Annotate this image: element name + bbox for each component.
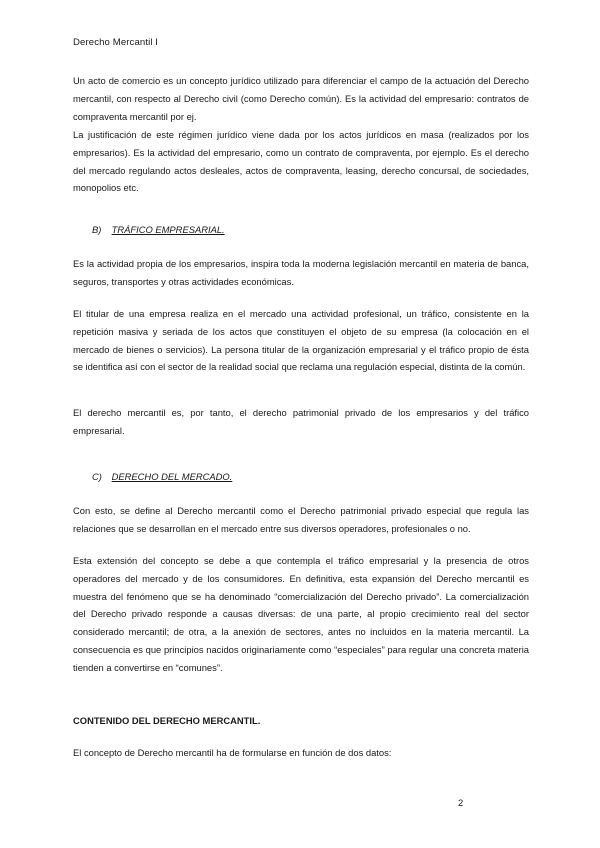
section-b-paragraph-2: El titular de una empresa realiza en el mercado una actividad profesional, un tráfico, consistente en la repetición masiva y seriada de los actos que constituyen el objeto de su empresa (la colocación en el mercado de bienes o servicios). La persona titular de la organización empresarial y el tráfico propio de ésta se identifica así con el sector de la realidad social que reclama una regulación especial, distinta de la común. bbox=[73, 308, 529, 373]
section-b-paragraph-1: Es la actividad propia de los empresarios, inspira toda la moderna legislación mercantil en materia de banca, seguros, transportes y otras actividades económicas. bbox=[73, 258, 529, 287]
section-c-title: DERECHO DEL MERCADO. bbox=[111, 471, 233, 482]
intro-paragraph-2: La justificación de este régimen jurídico viene dada por los actos jurídicos en masa (realizados por los empresarios). Es la actividad del empresario, como un contrato de compraventa, por ejemplo. Es el derecho del mercado regulando actos desleales, actos de compraventa, leasing, derecho concursal, de sociedades, monopolios etc. bbox=[73, 129, 529, 194]
page-number: 2 bbox=[458, 797, 464, 808]
section-c-paragraph-1: Con esto, se define al Derecho mercantil como el Derecho patrimonial privado especial que regula las relaciones que se desarrollan en el mercado entre sus diversos operadores, profesionales o no. bbox=[73, 505, 529, 534]
intro-paragraph-1: Un acto de comercio es un concepto jurídico utilizado para diferenciar el campo de la actuación del Derecho mercantil, con respecto al Derecho civil (como Derecho común). Es la actividad del empresario: contratos de compraventa mercantil por ej. bbox=[73, 75, 529, 122]
section-b-paragraph-3: El derecho mercantil es, por tanto, el derecho patrimonial privado de los empresarios y del tráfico empresarial. bbox=[73, 407, 529, 436]
section-b-title: TRÁFICO EMPRESARIAL. bbox=[111, 224, 225, 235]
contenido-paragraph-1: El concepto de Derecho mercantil ha de formularse en función de dos datos: bbox=[73, 747, 392, 758]
section-c-letter: C) bbox=[92, 471, 102, 482]
contenido-heading: CONTENIDO DEL DERECHO MERCANTIL. bbox=[73, 715, 261, 726]
section-c-heading bbox=[92, 471, 232, 482]
section-b-letter: B) bbox=[92, 224, 102, 235]
running-header: Derecho Mercantil I bbox=[73, 37, 159, 48]
section-c-paragraph-2: Esta extensión del concepto se debe a que contempla el tráfico empresarial y la presencia de otros operadores del mercado y de los consumidores. En definitiva, esta expansión del Derecho mercantil es muestra del fenómeno que se ha denominado “comercialización del Derecho privado”. La comercialización del Derecho privado responde a causas diversas: de una parte, al propio crecimiento real del sector considerado mercantil; de otra, a la anexión de sectores, antes no incluidos en la materia mercantil. La consecuencia es que principios nacidos originariamente como “especiales” para regular una concreta materia tienden a convertirse en “comunes”. bbox=[73, 555, 529, 673]
section-b-heading bbox=[92, 224, 225, 235]
